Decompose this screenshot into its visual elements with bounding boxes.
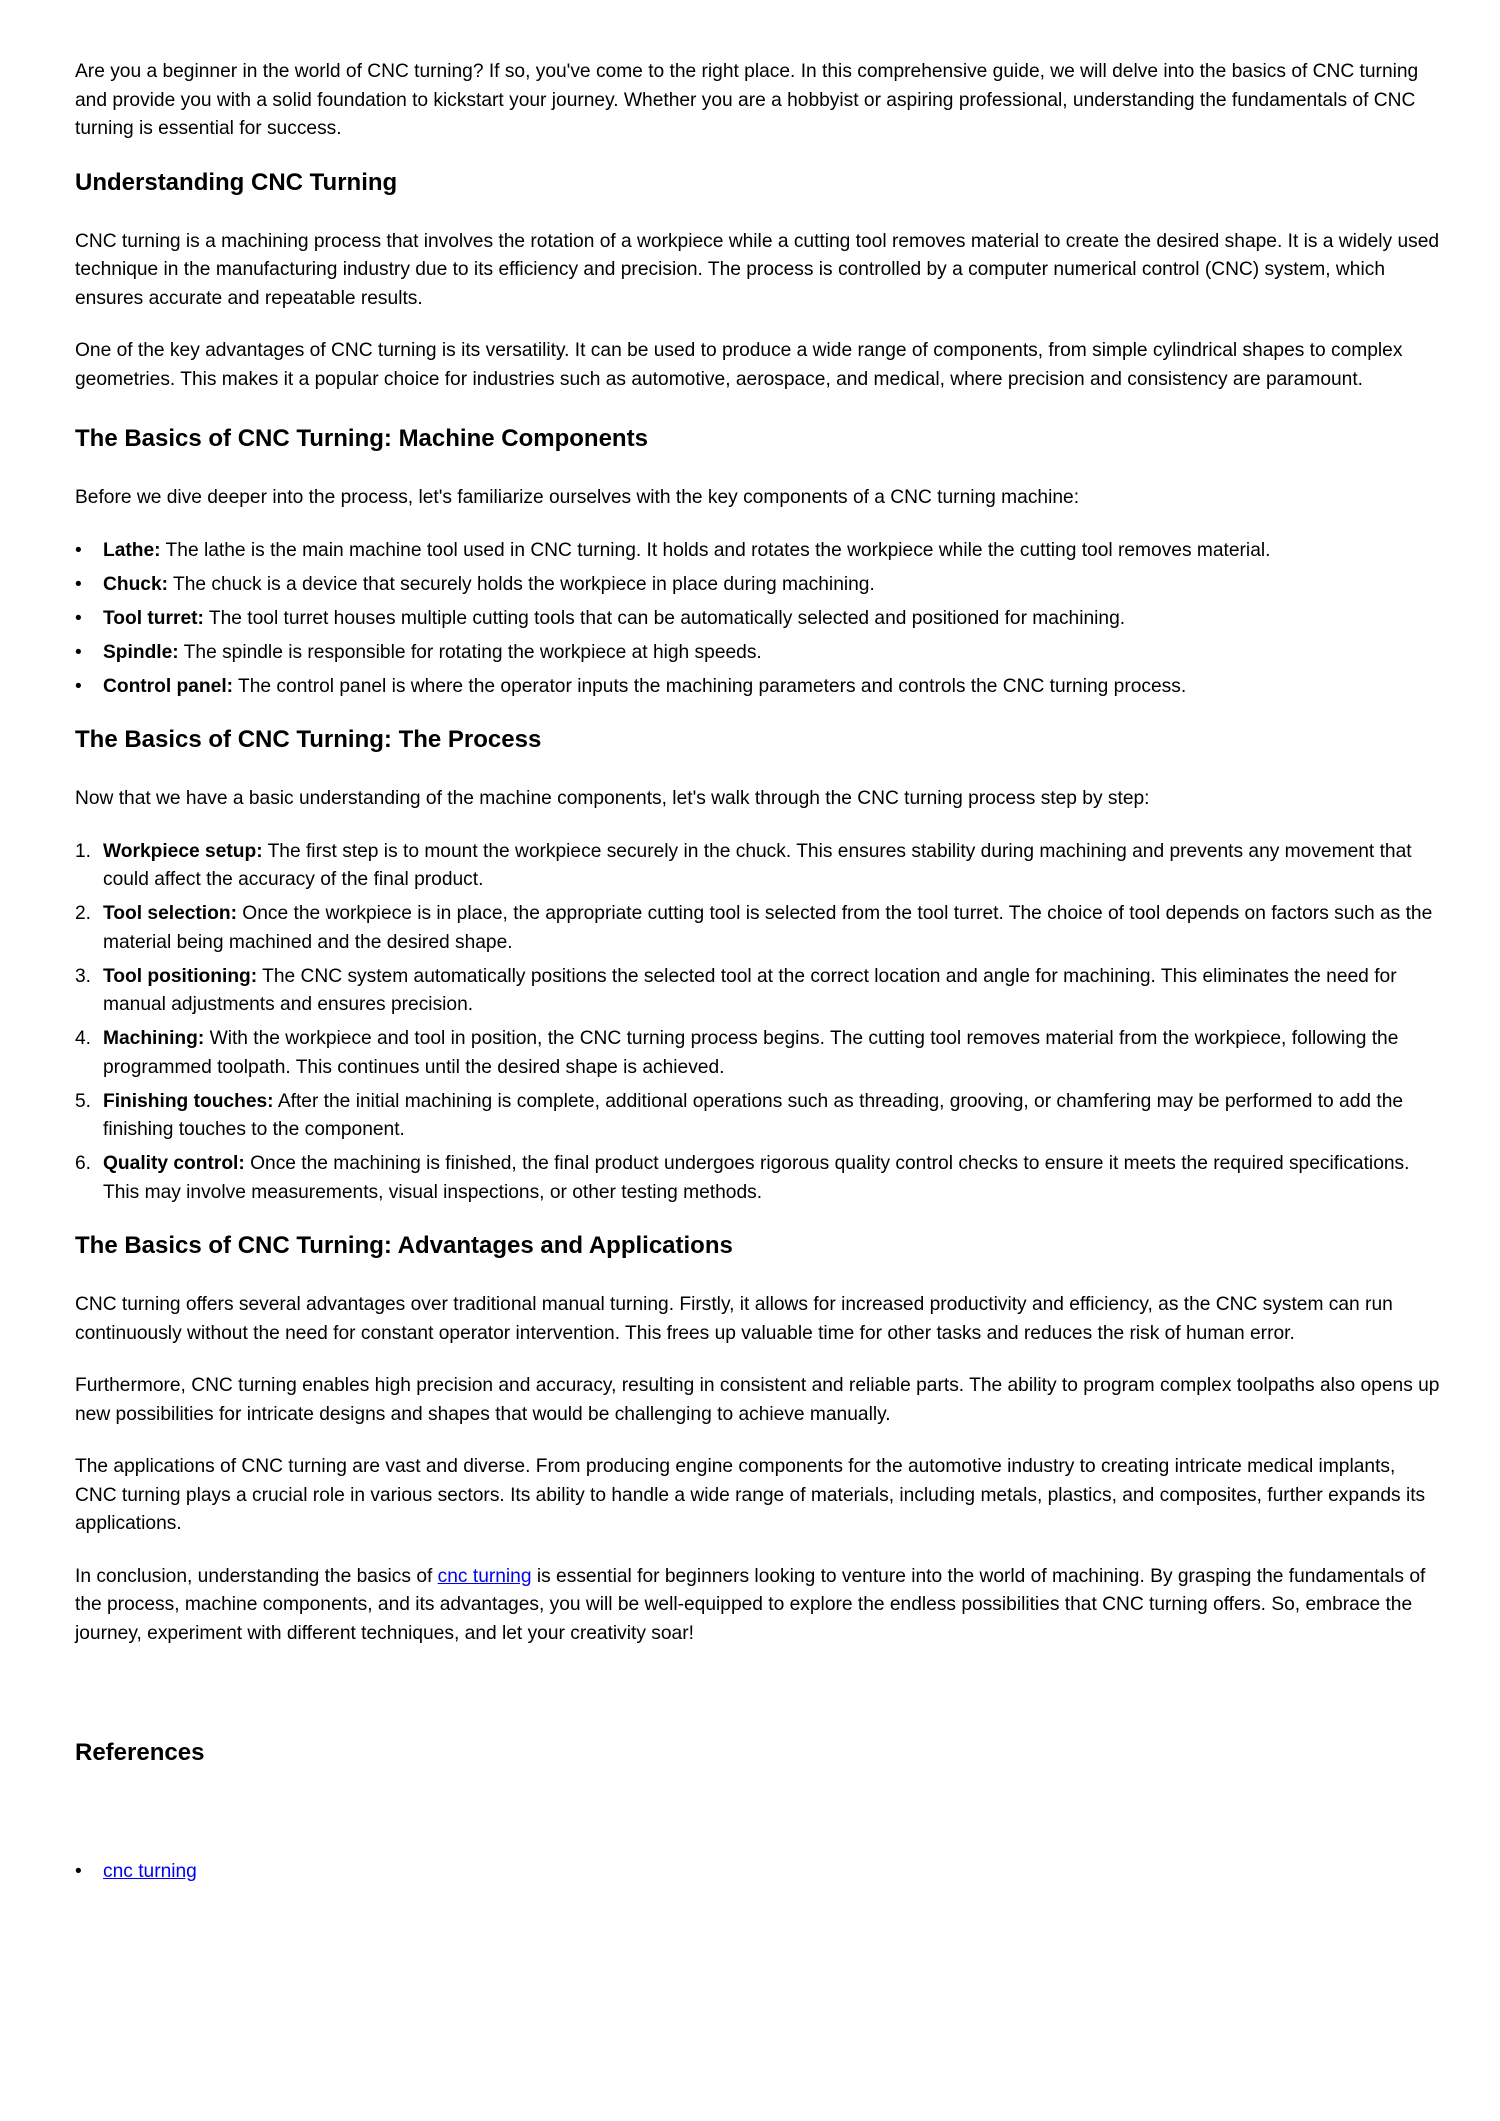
step-term: Finishing touches:: [103, 1090, 274, 1112]
components-list: [75, 537, 1440, 702]
step-text: After the initial machining is complete, additional operations such as threading, grooving, or chamfering may be performed to add the finishing touches to the component.: [103, 1090, 1404, 1140]
list-item: [75, 639, 1440, 668]
bullet-marker: •: [75, 675, 82, 697]
step-term: Tool positioning:: [103, 965, 258, 987]
advantages-paragraph-2: Furthermore, CNC turning enables high precision and accuracy, resulting in consistent and reliable parts. The ability to program complex toolpaths also opens up new possibilities for intricate designs and shapes that would be challenging to achieve manually.: [75, 1375, 1440, 1425]
cnc-turning-inline-link[interactable]: cnc turning: [437, 1565, 532, 1587]
process-steps: [75, 838, 1440, 1208]
advantages-paragraph-1: CNC turning offers several advantages over traditional manual turning. Firstly, it allows for increased productivity and efficiency, as the CNC system can run continuously without the need for constant operator intervention. This frees up valuable time for other tasks and reduces the risk of human error.: [75, 1294, 1393, 1344]
item-term: Tool turret:: [103, 607, 204, 629]
bullet-marker: •: [75, 573, 82, 595]
step-text: Once the machining is finished, the final product undergoes rigorous quality control checks to ensure it meets the required specifications. This may involve measurements, visual inspections, or other testing methods.: [103, 1153, 1410, 1203]
list-item: [75, 571, 1440, 600]
item-term: Chuck:: [103, 573, 169, 595]
conclusion-paragraph: [75, 1563, 1440, 1649]
step-text: The CNC system automatically positions the selected tool at the correct location and angle for machining. This eliminates the need for manual adjustments and ensures precision.: [103, 965, 1397, 1015]
bullet-marker: •: [75, 539, 82, 561]
step-number: 3.: [75, 965, 92, 987]
step-number: 1.: [75, 840, 92, 862]
list-item: [75, 1150, 1440, 1207]
list-item: [75, 1858, 1440, 1887]
item-text: The spindle is responsible for rotating the workpiece at high speeds.: [178, 641, 762, 663]
components-heading: The Basics of CNC Turning: Machine Components: [75, 425, 648, 452]
references-list: [75, 1858, 1440, 1887]
step-term: Tool selection:: [103, 903, 237, 924]
list-item: [75, 1088, 1440, 1145]
advantages-heading: The Basics of CNC Turning: Advantages and Applications: [75, 1232, 733, 1259]
bullet-marker: •: [75, 641, 82, 663]
item-term: Control panel:: [103, 675, 234, 697]
step-number: 5.: [75, 1090, 92, 1112]
components-intro: Before we dive deeper into the process, let's familiarize ourselves with the key components of a CNC turning machine:: [75, 487, 1080, 508]
list-item: [75, 900, 1440, 957]
step-number: 6.: [75, 1153, 92, 1174]
references-heading: References: [75, 1739, 205, 1766]
step-term: Quality control:: [103, 1153, 245, 1174]
step-number: 2.: [75, 903, 92, 924]
bullet-marker: •: [75, 1861, 82, 1882]
reference-link-cnc-turning[interactable]: cnc turning: [103, 1861, 197, 1882]
item-term: Spindle:: [103, 641, 179, 663]
conclusion-text-end: is essential for beginners looking to venture into the world of machining. By grasping the fundamentals of the process, machine components, and its advantages, you will be well-equipped to explore the endless possibilities that CNC turning offers. So, embrace the journey, experiment with different techniques, and let your creativity soar!: [75, 1565, 1426, 1644]
item-text: The chuck is a device that securely holds the workpiece in place during machining.: [168, 573, 875, 595]
process-intro: Now that we have a basic understanding of the machine components, let's walk through the CNC turning process step by step:: [75, 788, 1150, 809]
list-item: [75, 605, 1440, 634]
step-number: 4.: [75, 1028, 92, 1049]
understanding-paragraph-2: One of the key advantages of CNC turning is its versatility. It can be used to produce a wide range of components, from simple cylindrical shapes to complex geometries. This makes it a popular choice for industries such as automotive, aerospace, and medical, where precision and consistency are paramount.: [75, 340, 1403, 390]
step-term: Machining:: [103, 1028, 205, 1049]
understanding-heading: Understanding CNC Turning: [75, 168, 398, 196]
bullet-marker: •: [75, 607, 82, 629]
conclusion-text-start: In conclusion, understanding the basics of: [75, 1565, 438, 1587]
article: [75, 58, 1440, 1911]
step-term: Workpiece setup:: [103, 840, 263, 862]
process-heading: The Basics of CNC Turning: The Process: [75, 726, 542, 753]
item-text: The lathe is the main machine tool used in CNC turning. It holds and rotates the workpiece while the cutting tool removes material.: [160, 539, 1271, 561]
advantages-paragraph-3: The applications of CNC turning are vast and diverse. From producing engine components for the automotive industry to creating intricate medical implants, CNC turning plays a crucial role in various sectors. Its ability to handle a wide range of materials, including metals, plastics, and composites, further expands its applications.: [75, 1456, 1426, 1534]
list-item: [75, 963, 1440, 1020]
item-text: The control panel is where the operator inputs the machining parameters and controls the CNC turning process.: [233, 675, 1187, 697]
list-item: [75, 673, 1440, 702]
item-text: The tool turret houses multiple cutting tools that can be automatically selected and positioned for machining.: [203, 607, 1126, 629]
step-text: Once the workpiece is in place, the appropriate cutting tool is selected from the tool turret. The choice of tool depends on factors such as the material being machined and the desired shape.: [103, 903, 1433, 953]
list-item: [75, 1025, 1440, 1082]
item-term: Lathe:: [103, 539, 161, 561]
step-text: With the workpiece and tool in position, the CNC turning process begins. The cutting tool removes material from the workpiece, following the programmed toolpath. This continues until the desired shape is achieved.: [103, 1028, 1399, 1078]
intro-paragraph: Are you a beginner in the world of CNC turning? If so, you've come to the right place. In this comprehensive guide, we will delve into the basics of CNC turning and provide you with a solid foundation to kickstart your journey. Whether you are a hobbyist or aspiring professional, understanding the fundamentals of CNC turning is essential for success.: [75, 61, 1419, 139]
list-item: [75, 537, 1440, 566]
understanding-paragraph-1: CNC turning is a machining process that involves the rotation of a workpiece while a cutting tool removes material to create the desired shape. It is a widely used technique in the manufacturing industry due to its efficiency and precision. The process is controlled by a computer numerical control (CNC) system, which ensures accurate and repeatable results.: [75, 230, 1440, 309]
list-item: [75, 838, 1440, 895]
step-text: The first step is to mount the workpiece securely in the chuck. This ensures stability during machining and prevents any movement that could affect the accuracy of the final product.: [103, 840, 1412, 890]
